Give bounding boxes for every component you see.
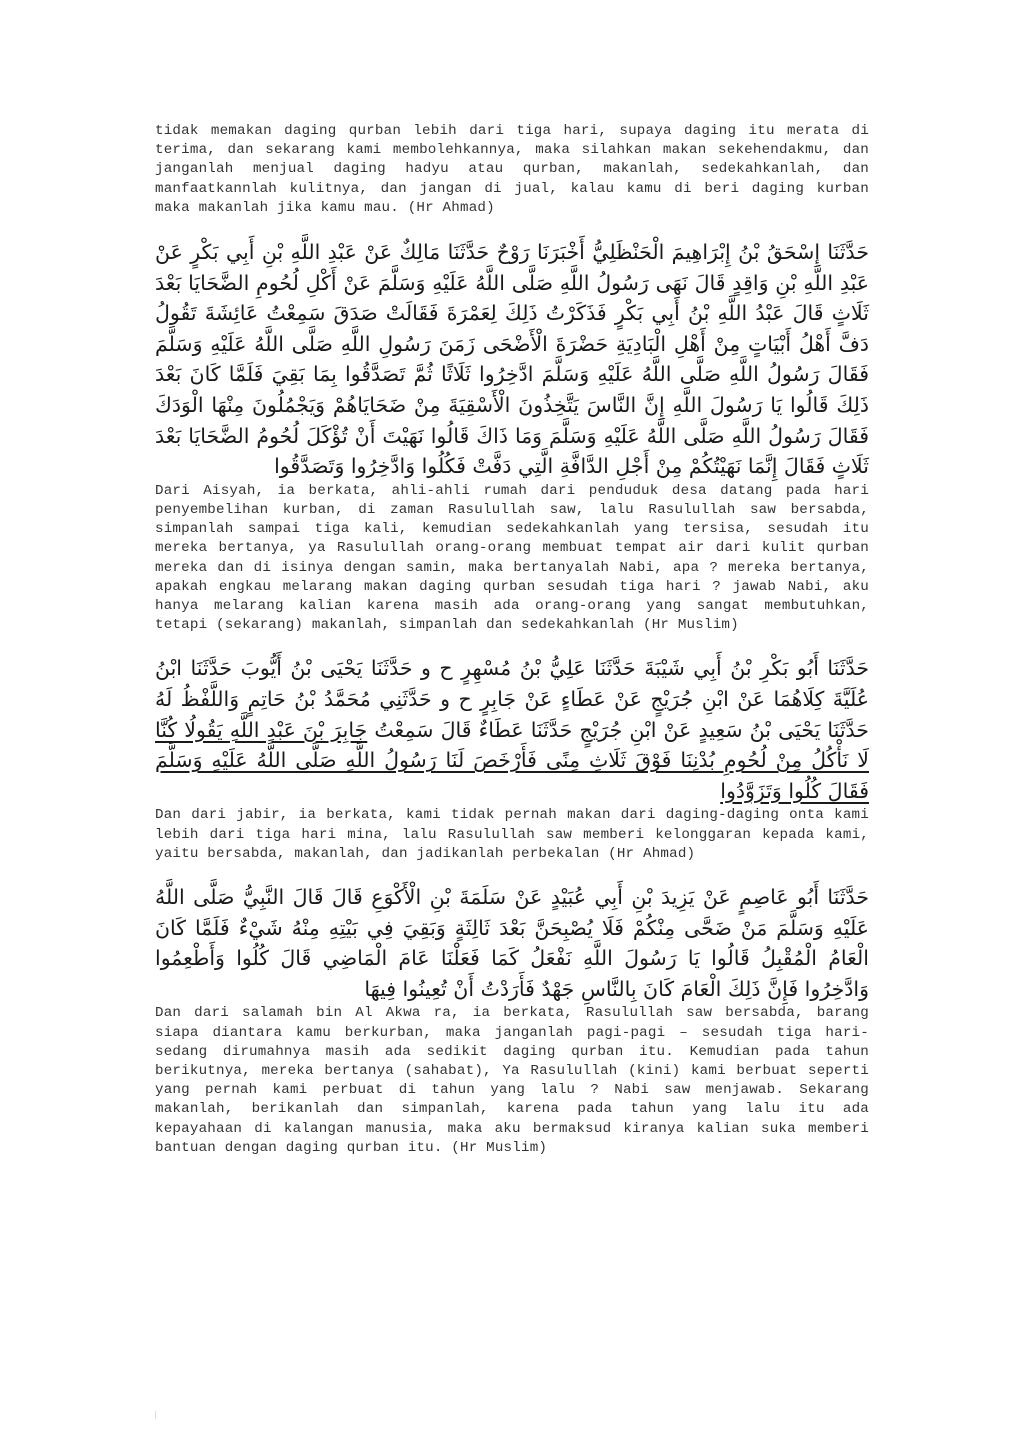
arabic-hadith-2: [155, 653, 869, 806]
page-edge-mark: [155, 1411, 156, 1419]
arabic-hadith-3: حَدَّثَنَا أَبُو عَاصِمٍ عَنْ يَزِيدَ بْنِ أَبِي عُبَيْدٍ عَنْ سَلَمَةَ بْنِ الْأَكْوَعِ قَالَ قَالَ النَّبِيُّ صَلَّى اللَّهُ عَلَيْهِ وَسَلَّمَ مَنْ ضَحَّى مِنْكُمْ فَلَا يُصْبِحَنَّ بَعْدَ ثَالِثَةٍ وَبَقِيَ فِي بَيْتِهِ مِنْهُ شَيْءٌ فَلَمَّا كَانَ الْعَامُ الْمُقْبِلُ قَالُوا يَا رَسُولَ اللَّهِ نَفْعَلُ كَمَا فَعَلْنَا عَامَ الْمَاضِي قَالَ كُلُوا وَأَطْعِمُوا وَادَّخِرُوا فَإِنَّ ذَلِكَ الْعَامَ كَانَ بِالنَّاسِ جَهْدٌ فَأَرَدْتُ أَنْ تُعِينُوا فِيهَا: [155, 884, 869, 1001]
paragraph-translation-2: Dari Aisyah, ia berkata, ahli-ahli rumah dari penduduk desa datang pada hari penyembelihan kurban, di zaman Rasulullah saw, lalu Rasulullah saw bersabda, simpanlah sampai tiga kali, kemudian sedekahkanlah yang tersisa, sesudah itu mereka bertanya, ya Rasulullah orang-orang membuat tempat air dari kulit qurban mereka dan di isinya dengan samin, maka bertanyalah Nabi, apa ? mereka bertanya, apakah engkau melarang makan daging qurban sesudah tiga hari ? jawab Nabi, aku hanya melarang kalian karena masih ada orang-orang yang sangat membutuhkan, tetapi (sekarang) makanlah, simpanlah dan sedekahkanlah (Hr Muslim): [155, 482, 869, 634]
paragraph-translation-4: Dan dari salamah bin Al Akwa ra, ia berkata, Rasulullah saw bersabda, barang siapa diantara kamu berkurban, maka janganlah pagi-pagi – sesudah tiga hari- sedang dirumahnya masih ada sedikit daging qurban itu. Kemudian pada tahun berikutnya, mereka bertanya (sahabat), Ya Rasulullah (kini) kami berbuat seperti yang pernah kami perbuat di tahun yang lalu ? Nabi saw menjawab. Sekarang makanlah, berikanlah dan simpanlah, karena pada tahun yang lalu itu ada kepayahaan di kalangan manusia, maka aku bermaksud kiranya kalian suka memberi bantuan dengan daging qurban itu. (Hr Muslim): [155, 1005, 869, 1156]
document-page: [155, 122, 869, 1158]
paragraph-translation-1: tidak memakan daging qurban lebih dari tiga hari, supaya daging itu merata di terima, dan sekarang kami membolehkannya, maka silahkan makan sekehendakmu, dan janganlah menjual daging hadyu atau qurban, makanlah, sedekahkanlah, dan manfaatkannlah kulitnya, dan jangan di jual, kalau kamu di beri daging kurban maka makanlah jika kamu mau. (Hr Ahmad): [155, 123, 869, 216]
arabic-hadith-2-underlined: جَابِرَ بْنَ عَبْدِ اللَّهِ يَقُولُا كُنَّا لَا نَأْكُلُ مِنْ لُحُومِ بُدْنِنَا فَوْقَ ثَلَاثِ مِنًى فَأَرْخَصَ لَنَا رَسُولُ اللَّهِ صَلَّى اللَّهُ عَلَيْهِ وَسَلَّمَ فَقَالَ كُلُوا وَتَزَوَّدُوا: [155, 717, 869, 803]
arabic-hadith-1: حَدَّثَنَا إِسْحَقُ بْنُ إِبْرَاهِيمَ الْحَنْظَلِيُّ أَخْبَرَنَا رَوْحٌ حَدَّثَنَا مَالِكٌ عَنْ عَبْدِ اللَّهِ بْنِ أَبِي بَكْرٍ عَنْ عَبْدِ اللَّهِ بْنِ وَاقِدٍ قَالَ نَهَى رَسُولُ اللَّهِ صَلَّى اللَّهُ عَلَيْهِ وَسَلَّمَ عَنْ أَكْلِ لُحُومِ الضَّحَايَا بَعْدَ ثَلَاثٍ قَالَ عَبْدُ اللَّهِ بْنُ أَبِي بَكْرٍ فَذَكَرْتُ ذَلِكَ لِعَمْرَةَ فَقَالَتْ صَدَقَ سَمِعْتُ عَائِشَةَ تَقُولُ دَفَّ أَهْلُ أَبْيَاتٍ مِنْ أَهْلِ الْبَادِيَةِ حَضْرَةَ الْأَضْحَى زَمَنَ رَسُولِ اللَّهِ صَلَّى اللَّهُ عَلَيْهِ وَسَلَّمَ فَقَالَ رَسُولُ اللَّهِ صَلَّى اللَّهُ عَلَيْهِ وَسَلَّمَ ادَّخِرُوا ثَلَاثًا ثُمَّ تَصَدَّقُوا بِمَا بَقِيَ فَلَمَّا كَانَ بَعْدَ ذَلِكَ قَالُوا يَا رَسُولَ اللَّهِ إِنَّ النَّاسَ يَتَّخِذُونَ الْأَسْقِيَةَ مِنْ ضَحَايَاهُمْ وَيَجْمُلُونَ مِنْهَا الْوَدَكَ فَقَالَ رَسُولُ اللَّهِ صَلَّى اللَّهُ عَلَيْهِ وَسَلَّمَ وَمَا ذَاكَ قَالُوا نَهَيْتَ أَنْ تُؤْكَلَ لُحُومُ الضَّحَايَا بَعْدَ ثَلَاثٍ فَقَالَ إِنَّمَا نَهَيْتُكُمْ مِنْ أَجْلِ الدَّافَّةِ الَّتِي دَفَّتْ فَكُلُوا وَادَّخِرُوا وَتَصَدَّقُوا: [155, 240, 869, 479]
paragraph-translation-3: Dan dari jabir, ia berkata, kami tidak pernah makan dari daging-daging onta kami lebih dari tiga hari mina, lalu Rasulullah saw memberi kelonggaran kepada kami, yaitu bersabda, makanlah, dan jadikanlah perbekalan (Hr Ahmad): [155, 807, 869, 862]
arabic-hadith-2-text: حَدَّثَنَا أَبُو بَكْرِ بْنُ أَبِي شَيْبَةَ حَدَّثَنَا عَلِيُّ بْنُ مُسْهِرٍ ح و حَدَّثَنَا يَحْيَى بْنُ أَيُّوبَ حَدَّثَنَا ابْنُ عُلَيَّةَ كِلَاهُمَا عَنْ ابْنِ جُرَيْجٍ عَنْ عَطَاءٍ عَنْ جَابِرٍ ح و حَدَّثَنِي مُحَمَّدُ بْنُ حَاتِمٍ وَاللَّفْظُ لَهُ حَدَّثَنَا يَحْيَى بْنُ سَعِيدٍ عَنْ ابْنِ جُرَيْجٍ حَدَّثَنَا عَطَاءٌ قَالَ سَمِعْتُ: [155, 656, 869, 742]
